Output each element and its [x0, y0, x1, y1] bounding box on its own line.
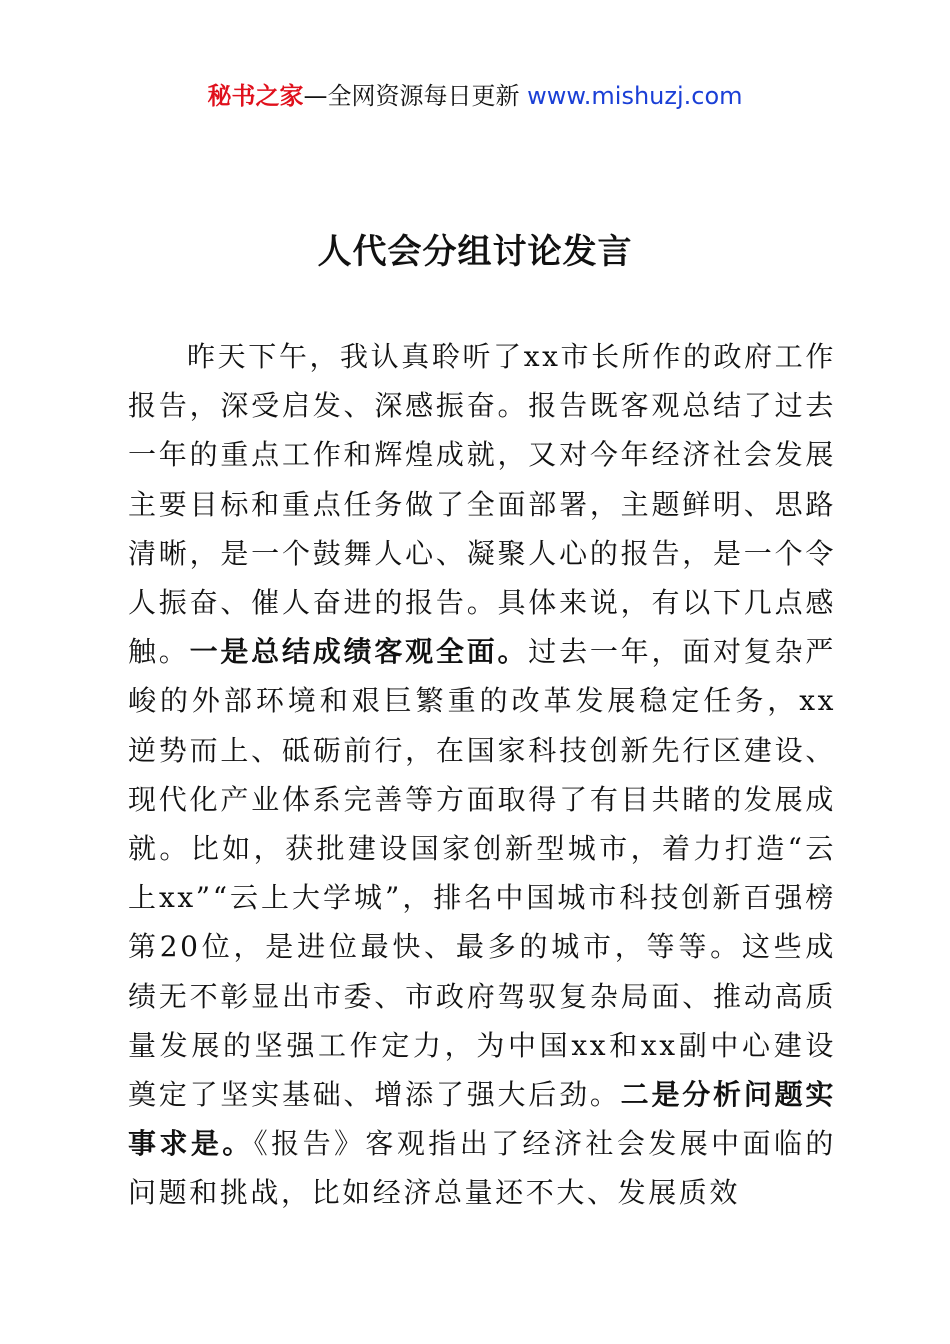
- site-brand: 秘书之家: [207, 82, 304, 110]
- body-text-segment: 《报告》客观指出了经济社会发展中面临的问题和挑战，比如经济总量还不大、发展质效: [128, 1127, 837, 1210]
- body-text-segment: 过去一年，面对复杂严峻的外部环境和艰巨繁重的改革发展稳定任务，xx逆势而上、砥砺前行，在国家科技创新先行区建设、现代化产业体系完善等方面取得了有目共睹的发展成就。比如，获批建设国家创新型城市，着力打造“云上xx”“云上大学城”，排名中国城市科技创新百强榜第20位，是进位最快、最多的城市，等等。这些成绩无不彰显出市委、市政府驾驭复杂局面、推动高质量发展的坚强工作定力，为中国xx和xx副中心建设奠定了坚实基础、增添了强大后劲。: [128, 635, 836, 1112]
- document-body: [128, 332, 836, 1218]
- site-slogan: —全网资源每日更新: [303, 82, 520, 110]
- body-text-segment: 昨天下午，我认真聆听了xx市长所作的政府工作报告，深受启发、深感振奋。报告既客观总结了过去一年的重点工作和辉煌成就，又对今年经济社会发展主要目标和重点任务做了全面部署，主题鲜明、思路清晰，是一个鼓舞人心、凝聚人心的报告，是一个令人振奋、催人奋进的报告。具体来说，有以下几点感触。: [128, 340, 836, 669]
- site-banner: [0, 80, 950, 112]
- document-title: 人代会分组讨论发言: [317, 232, 633, 272]
- site-url-link[interactable]: www.mishuzj.com: [527, 82, 743, 110]
- key-point-heading: 二是分析问题实事求是。: [128, 1078, 836, 1161]
- key-point-heading: 一是总结成绩客观全面。: [189, 635, 529, 669]
